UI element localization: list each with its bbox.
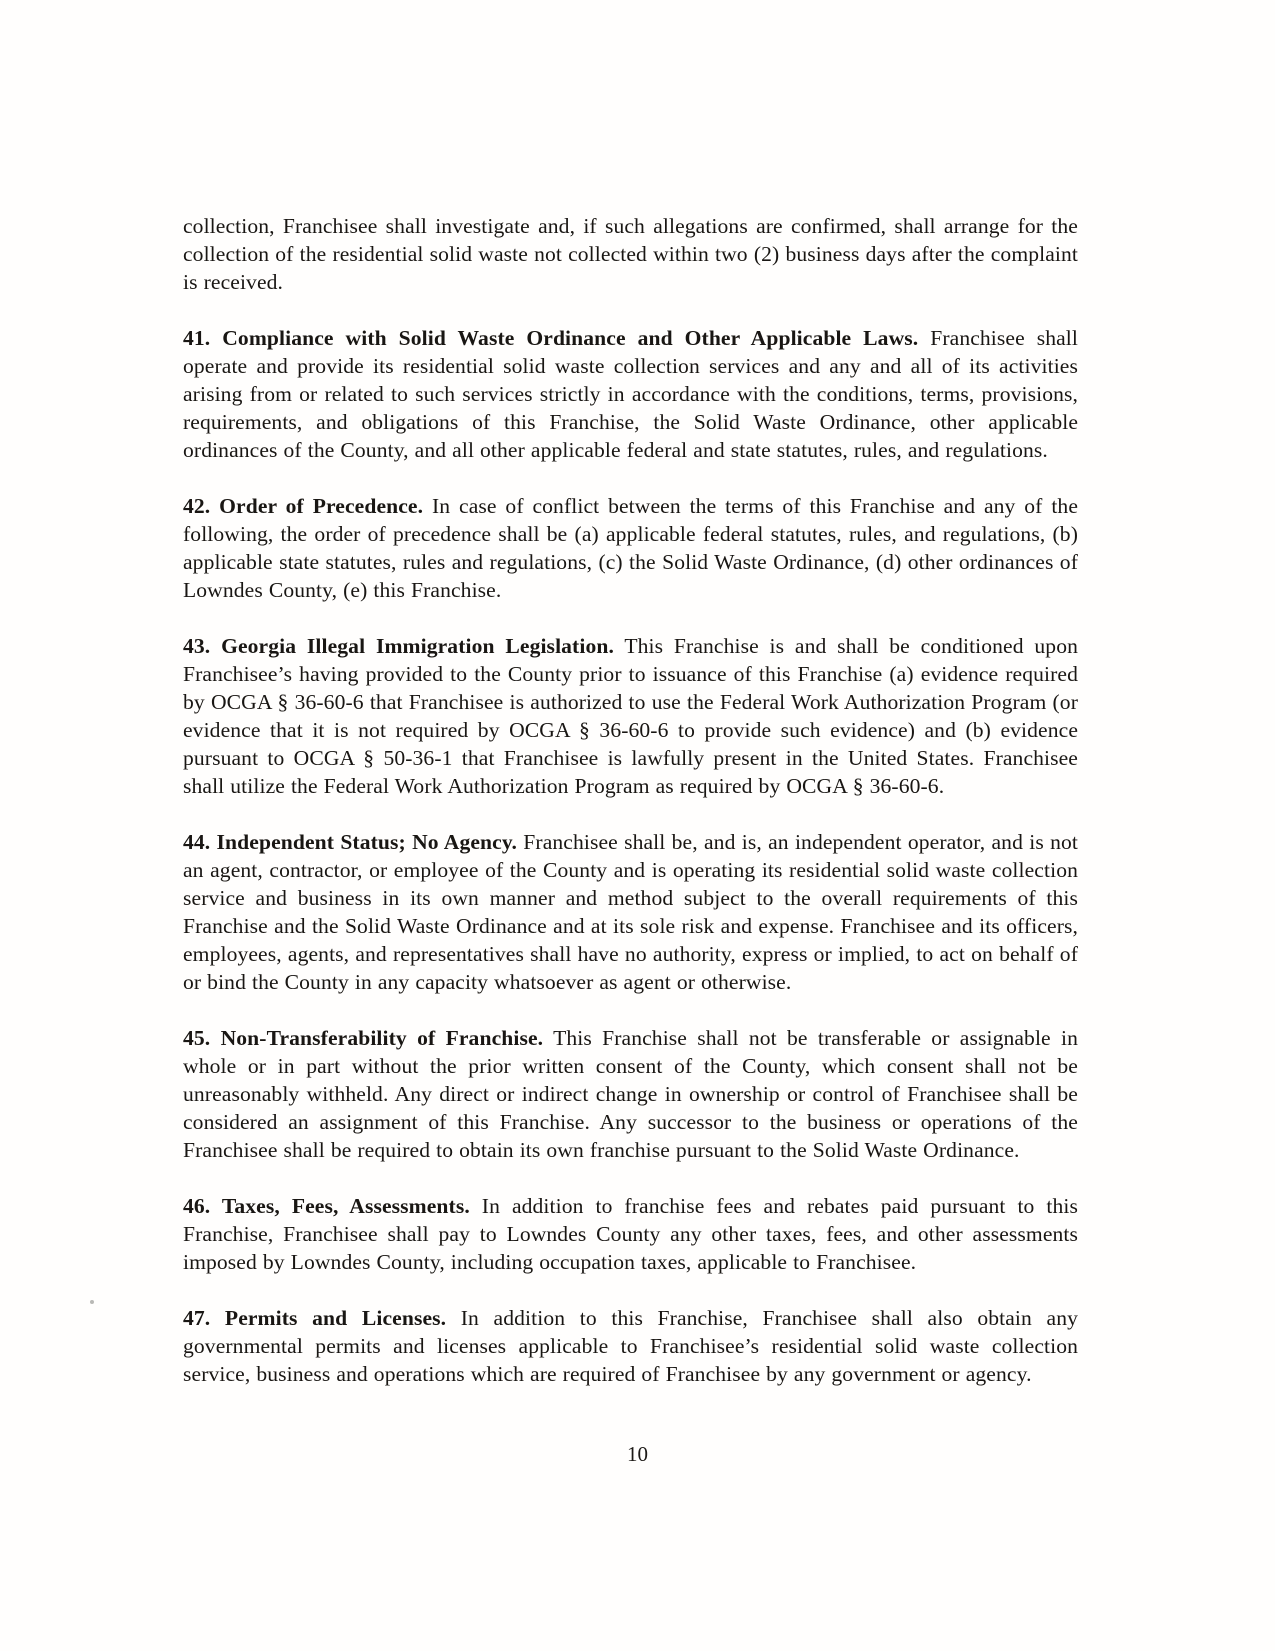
paragraph-44-independent-status: [183, 828, 1078, 996]
section-body: Franchisee shall be, and is, an independent operator, and is not an agent, contractor, or employee of the County and is operating its residential solid waste collection service and business in its own manner and method subject to the overall requirements of this Franchise and the Solid Waste Ordinance and at its sole risk and expense. Franchisee and its officers, employees, agents, and representatives shall have no authority, express or implied, to act on behalf of or bind the County in any capacity whatsoever as agent or otherwise.: [183, 830, 1078, 994]
paragraph-continuation: [183, 212, 1078, 296]
section-heading: 44. Independent Status; No Agency.: [183, 830, 518, 854]
section-body: This Franchise is and shall be conditioned upon Franchisee’s having provided to the County prior to issuance of this Franchise (a) evidence required by OCGA § 36-60-6 that Franchisee is authorized to use the Federal Work Authorization Program (or evidence that it is not required by OCGA § 36-60-6 to provide such evidence) and (b) evidence pursuant to OCGA § 50-36-1 that Franchisee is lawfully present in the United States. Franchisee shall utilize the Federal Work Authorization Program as required by OCGA § 36-60-6.: [183, 634, 1079, 798]
scan-artifact-speck: [90, 1300, 94, 1304]
section-body: This Franchise shall not be transferable or assignable in whole or in part without the prior written consent of the County, which consent shall not be unreasonably withheld. Any direct or indirect change in ownership or control of Franchisee shall be considered an assignment of this Franchise. Any successor to the business or operations of the Franchisee shall be required to obtain its own franchise pursuant to the Solid Waste Ordinance.: [183, 1026, 1079, 1162]
paragraph-41-compliance: [183, 324, 1078, 464]
section-body: In addition to this Franchise, Franchisee shall also obtain any governmental permits and licenses applicable to Franchisee’s residential solid waste collection service, business and operations which are required of Franchisee by any government or agency.: [183, 1306, 1078, 1386]
section-body: collection, Franchisee shall investigate and, if such allegations are confirmed, shall arrange for the collection of the residential solid waste not collected within two (2) business days after the complaint is received.: [183, 214, 1078, 294]
paragraph-42-order-of-precedence: [183, 492, 1078, 604]
paragraph-43-georgia-illegal-immigration: [183, 632, 1078, 800]
section-heading: 47. Permits and Licenses.: [183, 1306, 447, 1330]
paragraph-46-taxes-fees-assessments: [183, 1192, 1078, 1276]
section-body: In addition to franchise fees and rebates paid pursuant to this Franchise, Franchisee shall pay to Lowndes County any other taxes, fees, and other assessments imposed by Lowndes County, including occupation taxes, applicable to Franchisee.: [183, 1194, 1079, 1274]
section-heading: 41. Compliance with Solid Waste Ordinance and Other Applicable Laws.: [183, 326, 919, 350]
section-body: Franchisee shall operate and provide its residential solid waste collection services and any and all of its activities arising from or related to such services strictly in accordance with the conditions, terms, provisions, requirements, and obligations of this Franchise, the Solid Waste Ordinance, other applicable ordinances of the County, and all other applicable federal and state statutes, rules, and regulations.: [183, 326, 1078, 462]
section-heading: 43. Georgia Illegal Immigration Legislation.: [183, 634, 614, 658]
section-body: In case of conflict between the terms of this Franchise and any of the following, the order of precedence shall be (a) applicable federal statutes, rules, and regulations, (b) applicable state statutes, rules and regulations, (c) the Solid Waste Ordinance, (d) other ordinances of Lowndes County, (e) this Franchise.: [183, 494, 1079, 602]
document-text-block: [183, 212, 1078, 1416]
section-heading: 42. Order of Precedence.: [183, 494, 424, 518]
paragraph-47-permits-and-licenses: [183, 1304, 1078, 1388]
section-heading: 46. Taxes, Fees, Assessments.: [183, 1194, 470, 1218]
paragraph-45-non-transferability: [183, 1024, 1078, 1164]
page-number: 10: [627, 1442, 648, 1466]
section-heading: 45. Non-Transferability of Franchise.: [183, 1026, 544, 1050]
